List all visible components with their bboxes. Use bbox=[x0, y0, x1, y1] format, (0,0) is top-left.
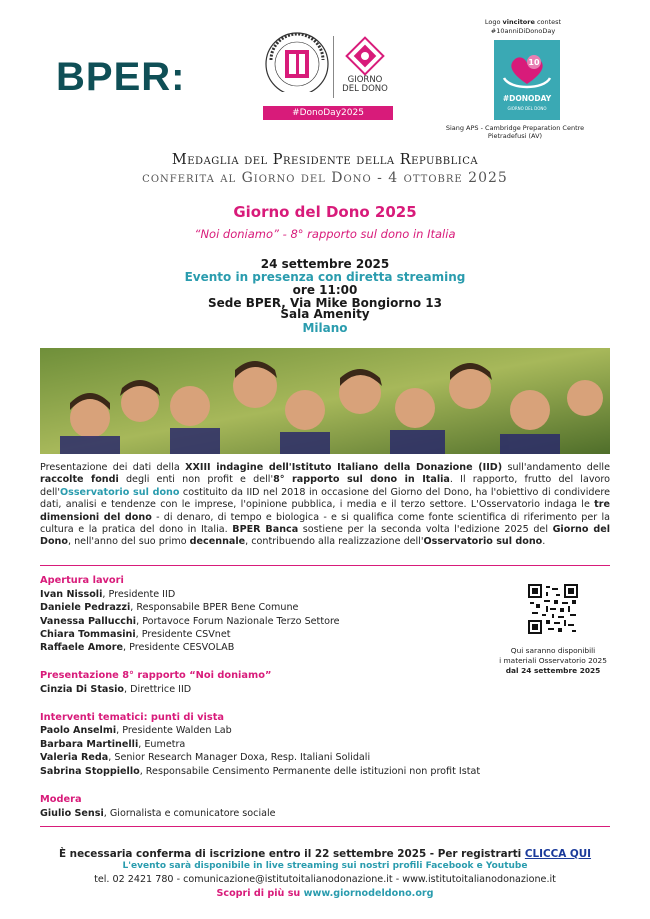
qr-code-icon[interactable] bbox=[528, 584, 578, 634]
qr-caption bbox=[488, 646, 618, 676]
speaker-line bbox=[40, 766, 480, 777]
divider bbox=[333, 36, 334, 98]
intro-bold: BPER Banca bbox=[232, 524, 299, 536]
intro-bold: tre dimensioni del dono bbox=[40, 499, 610, 523]
intro-text: . Il rapporto, frutto del lavoro dell' bbox=[40, 474, 610, 498]
register-link[interactable]: CLICCA QUI bbox=[524, 848, 592, 860]
intro-text: Presentazione dei dati della bbox=[40, 462, 186, 473]
intro-text: , contribuendo alla realizzazione dell' bbox=[245, 536, 424, 548]
winner-hashtag: #10anniDiDonoDay bbox=[490, 27, 556, 35]
intro-bold: Giorno del Dono bbox=[40, 524, 610, 548]
speaker-role: , Presidente CSVnet bbox=[135, 629, 231, 640]
winner-caption-prefix: Logo bbox=[484, 18, 503, 26]
event-time: ore 11:00 bbox=[292, 283, 358, 297]
speaker-role: , Presidente CESVOLAB bbox=[123, 642, 235, 653]
apertura-title: Apertura lavori bbox=[40, 575, 124, 586]
divider bbox=[40, 826, 610, 827]
speaker-line bbox=[40, 629, 231, 640]
event-room: Sala Amenity bbox=[280, 307, 370, 321]
speaker-role: , Presidente IID bbox=[102, 589, 176, 600]
interventi-title: Interventi tematici: punti di vista bbox=[40, 712, 224, 723]
donoday-number: 10 bbox=[528, 58, 540, 67]
event-format: Evento in presenza con diretta streaming bbox=[184, 270, 466, 284]
speaker-name: Chiara Tommasini bbox=[40, 629, 136, 640]
del-dono-label: DEL DONO bbox=[342, 84, 388, 94]
speaker-line bbox=[40, 602, 298, 613]
speaker-role: , Senior Research Manager Doxa, Resp. Italiani Solidali bbox=[108, 752, 371, 763]
intro-text: sostiene per la seconda volta l'edizione 2025 del bbox=[298, 524, 553, 536]
speaker-role: , Responsabile Censimento Permanente delle istituzioni non profit Istat bbox=[139, 766, 481, 777]
intro-text: sull'andamento delle bbox=[502, 462, 610, 473]
winner-caption-suffix: contest bbox=[534, 18, 562, 26]
speaker-role: , Responsabile BPER Bene Comune bbox=[130, 602, 299, 613]
donoday-logo bbox=[494, 40, 560, 120]
speaker-name: Paolo Anselmi bbox=[40, 725, 117, 736]
speaker-name: Sabrina Stoppiello bbox=[40, 766, 140, 777]
website-line bbox=[0, 888, 650, 899]
speaker-name: Raffaele Amore bbox=[40, 642, 123, 653]
speaker-role: , Portavoce Forum Nazionale Terzo Settore bbox=[136, 616, 340, 627]
hashtag-bar: #DonoDay2025 bbox=[263, 106, 393, 120]
speaker-name: Valeria Reda bbox=[40, 752, 109, 763]
speaker-name: Barbara Martinelli bbox=[40, 739, 139, 750]
speaker-line bbox=[40, 589, 175, 600]
intro-bold: 8° rapporto sul dono in Italia bbox=[273, 474, 450, 486]
iid-logo bbox=[263, 30, 393, 120]
giorno-label: GIORNO bbox=[347, 75, 383, 85]
speaker-role: , Eumetra bbox=[138, 739, 186, 750]
intro-text: costituito da IID nel 2018 in occasione del Giorno del Dono, ha l'obiettivo di condividere dati, analisi e tendenze con le imprese, l'opinione pubblica, i media e il terzo settore. L'Osservatorio indaga le bbox=[40, 486, 611, 511]
speaker-name: Ivan Nissoli bbox=[40, 589, 103, 600]
speaker-line bbox=[40, 725, 232, 736]
qr-caption-line1: Qui saranno disponibili bbox=[510, 646, 596, 655]
speaker-name: Daniele Pedrazzi bbox=[40, 602, 131, 613]
intro-teal: Osservatorio sul dono bbox=[59, 486, 180, 498]
modera-title: Modera bbox=[40, 794, 82, 805]
intro-bold: raccolte fondi bbox=[40, 474, 119, 486]
donoday-badge: #DONODAY bbox=[502, 94, 552, 103]
event-date: 24 settembre 2025 bbox=[260, 257, 390, 271]
presentazione-title: Presentazione 8° rapporto “Noi doniamo” bbox=[40, 670, 272, 681]
speaker-line bbox=[40, 616, 340, 627]
intro-paragraph bbox=[40, 462, 610, 549]
winner-caption bbox=[468, 18, 578, 36]
intro-bold: Osservatorio sul dono bbox=[423, 536, 543, 548]
qr-caption-line2: i materiali Osservatorio 2025 bbox=[499, 656, 607, 665]
speaker-name: Cinzia Di Stasio bbox=[40, 684, 124, 695]
event-venue: Sede BPER, Via Mike Bongiorno 13 bbox=[208, 296, 442, 310]
winner-credit bbox=[440, 124, 590, 140]
conferita-heading: conferita al Giorno del Dono - 4 ottobre 2025 bbox=[142, 170, 508, 186]
iid-stamp-icon bbox=[263, 30, 331, 102]
medaglia-heading: Medaglia del Presidente della Repubblica bbox=[171, 152, 479, 168]
contacts-line: tel. 02 2421 780 - comunicazione@istitutoitalianodonazione.it - www.istitutoitalianodonazione.it bbox=[94, 874, 556, 885]
speaker-line bbox=[40, 642, 234, 653]
winner-caption-bold: vincitore bbox=[502, 18, 535, 26]
speaker-line bbox=[40, 739, 185, 750]
hands-heart-icon bbox=[494, 40, 560, 98]
registration-line bbox=[0, 848, 650, 860]
registration-text: È necessaria conferma di iscrizione entro il 22 settembre 2025 - Per registrarti bbox=[58, 848, 525, 860]
intro-bold: decennale bbox=[189, 536, 246, 548]
winner-credit-line1: Siang APS - Cambridge Preparation Centre bbox=[445, 124, 585, 132]
speaker-name: Giulio Sensi bbox=[40, 808, 104, 819]
speaker-role: , Giornalista e comunicatore sociale bbox=[103, 808, 276, 819]
speaker-line bbox=[40, 808, 276, 819]
speaker-role: , Direttrice IID bbox=[124, 684, 192, 695]
intro-text: degli enti non profit e dell' bbox=[118, 474, 274, 486]
page-title: Giorno del Dono 2025 bbox=[233, 203, 417, 221]
intro-text: - di denaro, di tempo e biologica - e si qualifica come fonte scientifica di riferimento per la cultura e la pratica del dono in Italia. bbox=[40, 511, 611, 536]
intro-text: , nell'anno del suo primo bbox=[67, 536, 190, 548]
donoday-badge-sub: GIORNO DEL DONO bbox=[507, 106, 547, 111]
speaker-role: , Presidente Walden Lab bbox=[116, 725, 232, 736]
website-link[interactable]: www.giornodeldono.org bbox=[303, 888, 434, 899]
winner-credit-line2: Pietradefusi (AV) bbox=[487, 132, 543, 140]
intro-bold: XXIII indagine dell'Istituto Italiano della Donazione (IID) bbox=[185, 462, 503, 473]
bper-logo: BPER: bbox=[56, 55, 186, 99]
speaker-line bbox=[40, 684, 191, 695]
divider bbox=[40, 565, 610, 566]
group-photo bbox=[40, 348, 610, 454]
website-prefix: Scopri di più su bbox=[216, 888, 304, 899]
intro-text: . bbox=[542, 536, 546, 548]
event-city: Milano bbox=[302, 321, 348, 335]
speaker-line bbox=[40, 752, 370, 763]
speaker-name: Vanessa Pallucchi bbox=[40, 616, 137, 627]
page-subtitle: “Noi doniamo” - 8° rapporto sul dono in Italia bbox=[194, 227, 456, 241]
qr-caption-line3: dal 24 settembre 2025 bbox=[505, 666, 601, 675]
streaming-line: L'evento sarà disponibile in live streaming sui nostri profili Facebook e Youtube bbox=[122, 861, 528, 871]
